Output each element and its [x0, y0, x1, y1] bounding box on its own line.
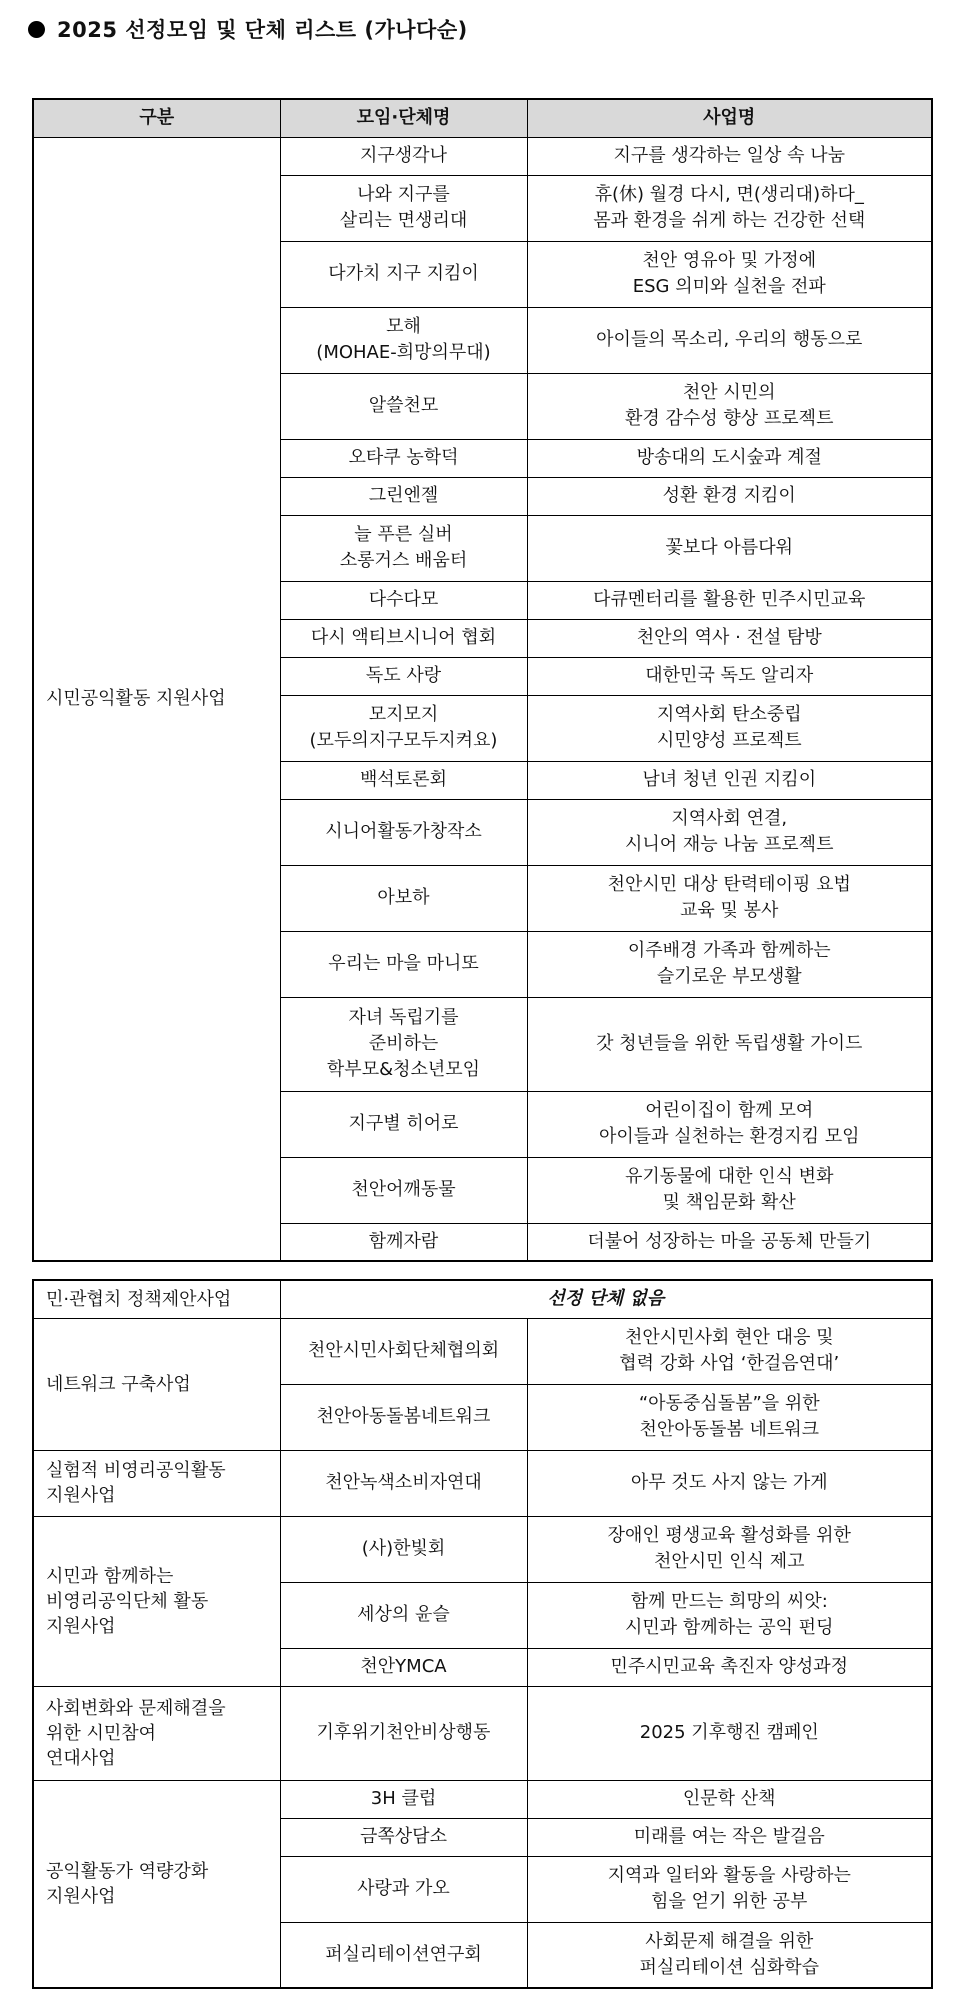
table-row	[33, 1280, 932, 1318]
project-name-cell: 장애인 평생교육 활성화를 위한 천안시민 인식 제고	[527, 1516, 932, 1582]
group-name-cell: 오타쿠 농학덕	[280, 439, 527, 477]
group-name-cell: 아보하	[280, 865, 527, 931]
group-name-cell: 지구별 히어로	[280, 1091, 527, 1157]
group-name-cell: 3H 클럽	[280, 1780, 527, 1818]
category-cell: 실험적 비영리공익활동 지원사업	[33, 1450, 280, 1516]
group-name-cell: 그린엔젤	[280, 477, 527, 515]
group-name-cell: 다시 액티브시니어 협회	[280, 619, 527, 657]
project-name-cell: 2025 기후행진 캠페인	[527, 1686, 932, 1780]
group-name-cell: 나와 지구를 살리는 면생리대	[280, 175, 527, 241]
group-name-cell: 독도 사랑	[280, 657, 527, 695]
table-row	[33, 1686, 932, 1780]
project-name-cell: 사회문제 해결을 위한 퍼실리테이션 심화학습	[527, 1922, 932, 1988]
project-name-cell: 함께 만드는 희망의 씨앗: 시민과 함께하는 공익 펀딩	[527, 1582, 932, 1648]
group-name-cell: 함께자람	[280, 1223, 527, 1261]
project-name-cell: 미래를 여는 작은 발걸음	[527, 1818, 932, 1856]
group-name-cell: 시니어활동가창작소	[280, 799, 527, 865]
project-name-cell: “아동중심돌봄”을 위한 천안아동돌봄 네트워크	[527, 1384, 932, 1450]
group-name-cell: 모지모지 (모두의지구모두지켜요)	[280, 695, 527, 761]
category-cell: 네트워크 구축사업	[33, 1318, 280, 1450]
project-name-cell: 어린이집이 함께 모여 아이들과 실천하는 환경지킴 모임	[527, 1091, 932, 1157]
group-name-cell: 우리는 마을 마니또	[280, 931, 527, 997]
group-name-cell: 천안YMCA	[280, 1648, 527, 1686]
group-name-cell: 기후위기천안비상행동	[280, 1686, 527, 1780]
group-name-cell: 늘 푸른 실버 소롱거스 배움터	[280, 515, 527, 581]
header-project-name: 사업명	[527, 99, 932, 137]
table-row	[33, 1780, 932, 1818]
project-name-cell: 민주시민교육 촉진자 양성과정	[527, 1648, 932, 1686]
group-name-cell: (사)한빛회	[280, 1516, 527, 1582]
project-name-cell: 꽃보다 아름다워	[527, 515, 932, 581]
table-other-programs	[32, 1279, 933, 1989]
project-name-cell: 천안시민 대상 탄력테이핑 요법 교육 및 봉사	[527, 865, 932, 931]
project-name-cell: 지역과 일터와 활동을 사랑하는 힘을 얻기 위한 공부	[527, 1856, 932, 1922]
project-name-cell: 아이들의 목소리, 우리의 행동으로	[527, 307, 932, 373]
project-name-cell: 대한민국 독도 알리자	[527, 657, 932, 695]
project-name-cell: 성환 환경 지킴이	[527, 477, 932, 515]
project-name-cell: 천안의 역사 · 전설 탐방	[527, 619, 932, 657]
group-name-cell: 천안시민사회단체협의회	[280, 1318, 527, 1384]
group-name-cell: 지구생각나	[280, 137, 527, 175]
group-name-cell: 금쪽상담소	[280, 1818, 527, 1856]
project-name-cell: 아무 것도 사지 않는 가게	[527, 1450, 932, 1516]
group-name-cell: 다수다모	[280, 581, 527, 619]
group-name-cell: 알쓸천모	[280, 373, 527, 439]
group-name-cell: 퍼실리테이션연구회	[280, 1922, 527, 1988]
table-citizen-public-activities	[32, 98, 933, 1262]
group-name-cell: 모해 (MOHAE-희망의무대)	[280, 307, 527, 373]
project-name-cell: 방송대의 도시숲과 계절	[527, 439, 932, 477]
category-cell: 사회변화와 문제해결을 위한 시민참여 연대사업	[33, 1686, 280, 1780]
header-category: 구분	[33, 99, 280, 137]
project-name-cell: 다큐멘터리를 활용한 민주시민교육	[527, 581, 932, 619]
page-title-text: 2025 선정모임 및 단체 리스트 (가나다순)	[57, 18, 468, 42]
category-cell: 시민공익활동 지원사업	[33, 137, 280, 1261]
table-row	[33, 137, 932, 175]
category-cell: 시민과 함께하는 비영리공익단체 활동 지원사업	[33, 1516, 280, 1686]
bullet-icon	[28, 21, 45, 38]
project-name-cell: 인문학 산책	[527, 1780, 932, 1818]
table-row	[33, 1318, 932, 1384]
project-name-cell: 천안 시민의 환경 감수성 향상 프로젝트	[527, 373, 932, 439]
category-cell: 민·관협치 정책제안사업	[33, 1280, 280, 1318]
project-name-cell: 지구를 생각하는 일상 속 나눔	[527, 137, 932, 175]
group-name-cell: 자녀 독립기를 준비하는 학부모&청소년모임	[280, 997, 527, 1091]
project-name-cell: 갓 청년들을 위한 독립생활 가이드	[527, 997, 932, 1091]
no-selection-note: 선정 단체 없음	[280, 1280, 932, 1318]
group-name-cell: 천안녹색소비자연대	[280, 1450, 527, 1516]
group-name-cell: 세상의 윤슬	[280, 1582, 527, 1648]
category-cell: 공익활동가 역량강화 지원사업	[33, 1780, 280, 1988]
table-header-row	[33, 99, 932, 137]
table-row	[33, 1516, 932, 1582]
project-name-cell: 지역사회 탄소중립 시민양성 프로젝트	[527, 695, 932, 761]
project-name-cell: 남녀 청년 인권 지킴이	[527, 761, 932, 799]
page-title	[28, 12, 468, 46]
group-name-cell: 다가치 지구 지킴이	[280, 241, 527, 307]
header-group-name: 모임·단체명	[280, 99, 527, 137]
project-name-cell: 유기동물에 대한 인식 변화 및 책임문화 확산	[527, 1157, 932, 1223]
project-name-cell: 천안시민사회 현안 대응 및 협력 강화 사업 ‘한걸음연대’	[527, 1318, 932, 1384]
group-name-cell: 백석토론회	[280, 761, 527, 799]
project-name-cell: 휴(休) 월경 다시, 면(생리대)하다_ 몸과 환경을 쉬게 하는 건강한 선택	[527, 175, 932, 241]
project-name-cell: 천안 영유아 및 가정에 ESG 의미와 실천을 전파	[527, 241, 932, 307]
group-name-cell: 천안아동돌봄네트워크	[280, 1384, 527, 1450]
table-row	[33, 1450, 932, 1516]
project-name-cell: 더불어 성장하는 마을 공동체 만들기	[527, 1223, 932, 1261]
group-name-cell: 사랑과 가오	[280, 1856, 527, 1922]
project-name-cell: 지역사회 연결, 시니어 재능 나눔 프로젝트	[527, 799, 932, 865]
group-name-cell: 천안어깨동물	[280, 1157, 527, 1223]
project-name-cell: 이주배경 가족과 함께하는 슬기로운 부모생활	[527, 931, 932, 997]
